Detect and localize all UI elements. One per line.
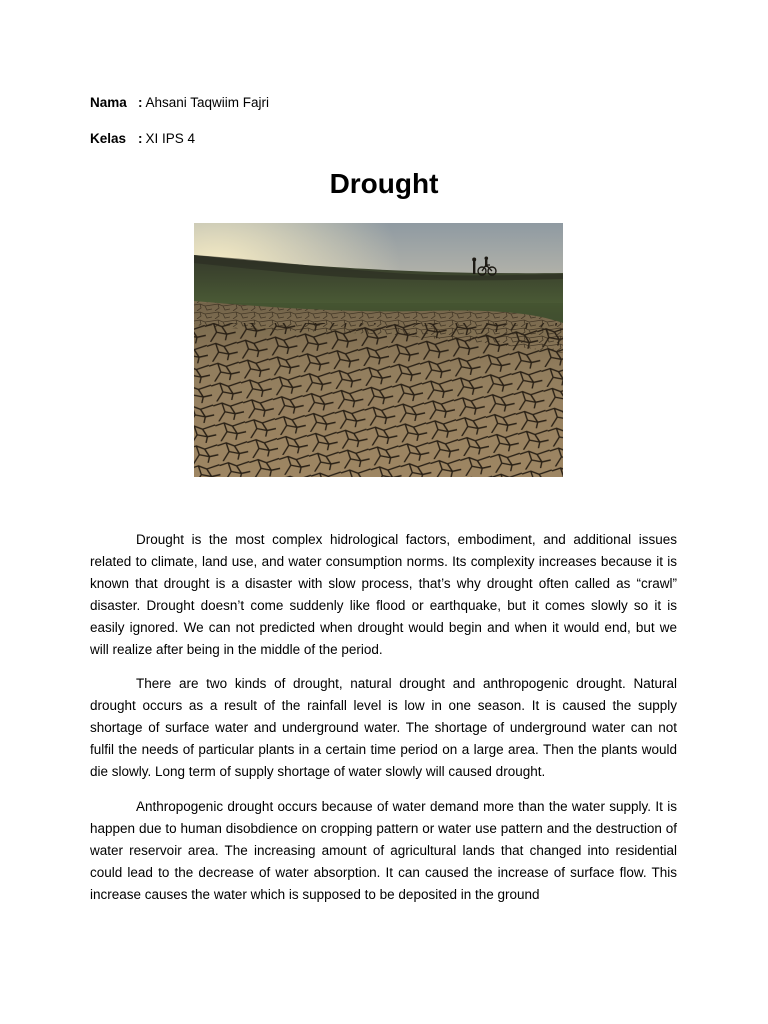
paragraph-intro: Drought is the most complex hidrological factors, embodiment, and additional issues related to climate, land use, and water consumption norms. Its complexity increases because it is known that drought is a disaster with slow process, that’s why drought often called as “crawl” disaster. Drought doesn’t come suddenly like flood or earthquake, but it comes slowly so it is easily ignored. We can not predicted when drought would begin and when it would end, but we will realize after being in the middle of the period. xyxy=(90,532,677,657)
student-name-row xyxy=(90,94,269,112)
student-class-row xyxy=(90,130,195,148)
essay-body xyxy=(90,529,677,919)
name-separator: : xyxy=(138,95,143,110)
paragraph-anthropogenic-drought: Anthropogenic drought occurs because of water demand more than the water supply. It is happen due to human disobdience on cropping pattern or water use pattern and the destruction of water reservoir area. The increasing amount of agricultural lands that changed into residential could lead to the decrease of water absorption. It can caused the increase of surface flow. This increase causes the water which is supposed to be deposited in the ground xyxy=(90,798,677,902)
name-label: Nama xyxy=(90,95,127,110)
name-value: Ahsani Taqwiim Fajri xyxy=(145,95,270,110)
document-title: Drought xyxy=(329,168,439,199)
paragraph-kinds-of-drought: There are two kinds of drought, natural drought and anthropogenic drought. Natural drought occurs as a result of the rainfall level is low in one season. It is caused the supply shortage of surface water and underground water. The shortage of underground water can not fulfil the needs of particular plants in a certain time period on a large area. Then the plants would die slowly. Long term of supply shortage of water slowly will caused drought. xyxy=(90,676,677,780)
class-label: Kelas xyxy=(90,131,127,146)
class-value: XI IPS 4 xyxy=(145,131,196,146)
class-separator: : xyxy=(138,131,143,146)
drought-cracked-earth-photo xyxy=(194,223,563,477)
